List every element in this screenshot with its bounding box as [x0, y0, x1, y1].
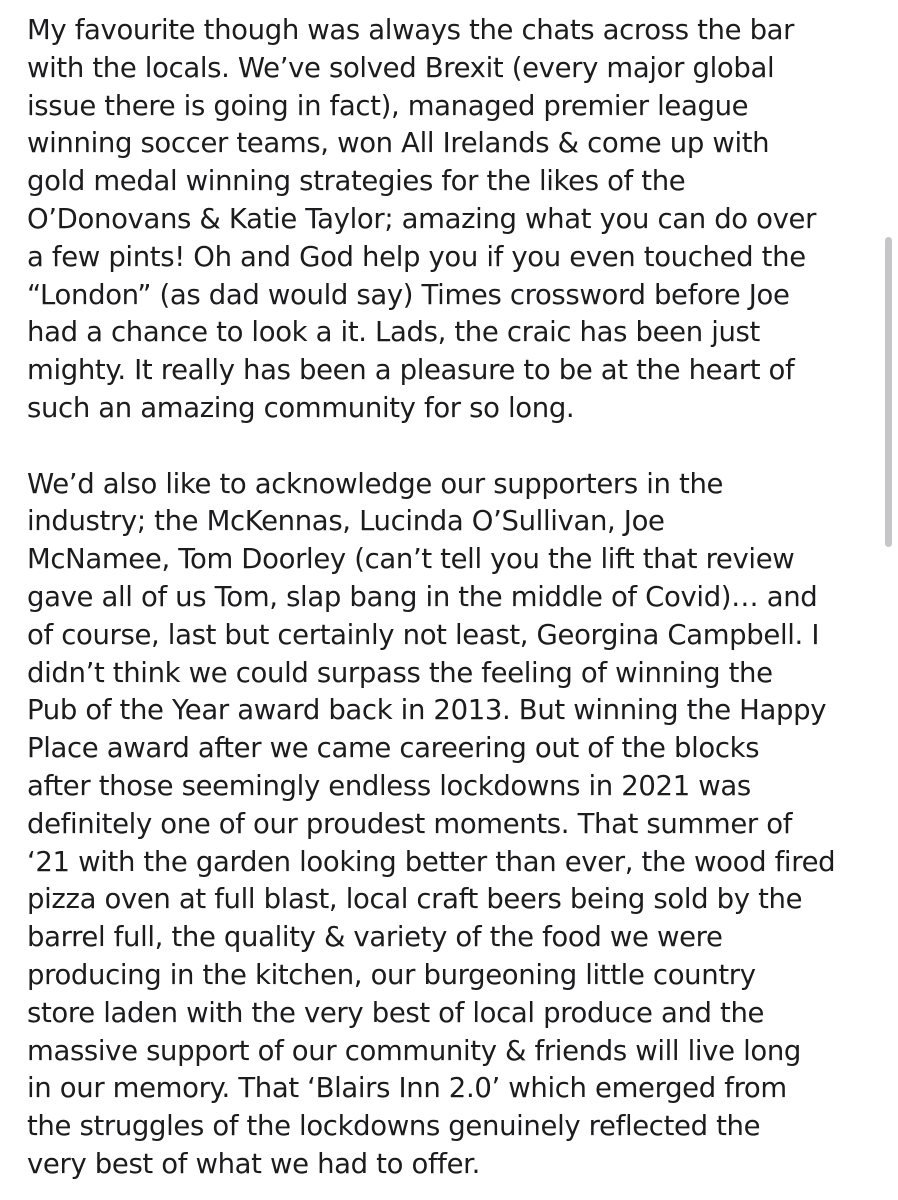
text-line: winning soccer teams, won All Irelands & come up with [27, 127, 770, 160]
text-line: definitely one of our proudest moments. That summer of [27, 807, 793, 840]
text-line: pizza oven at full blast, local craft beers being sold by the [27, 883, 803, 916]
text-line: issue there is going in fact), managed premier league [27, 89, 749, 122]
text-line: in our memory. That ‘Blairs Inn 2.0’ which emerged from [27, 1072, 787, 1105]
text-line: such an amazing community for so long. [27, 391, 575, 424]
text-line: mighty. It really has been a pleasure to be at the heart of [27, 354, 795, 387]
text-line: gave all of us Tom, slap bang in the middle of Covid)… and [27, 580, 818, 613]
text-line: ‘21 with the garden looking better than ever, the wood fired [27, 845, 836, 878]
text-line: of course, last but certainly not least, Georgina Campbell. I [27, 618, 820, 651]
text-line: massive support of our community & friends will live long [27, 1034, 802, 1067]
paragraph-gap [27, 428, 877, 466]
text-line: didn’t think we could surpass the feeling of winning the [27, 656, 773, 689]
text-line: the struggles of the lockdowns genuinely reflected the [27, 1110, 761, 1143]
text-line: O’Donovans & Katie Taylor; amazing what you can do over [27, 202, 817, 235]
text-line: My favourite though was always the chats across the bar [27, 14, 795, 46]
text-line: We’d also like to acknowledge our supporters in the [27, 467, 724, 500]
text-line: a few pints! Oh and God help you if you even touched the [27, 240, 806, 273]
text-line: very best of what we had to offer. [27, 1147, 480, 1180]
text-line: after those seemingly endless lockdowns in 2021 was [27, 769, 751, 802]
text-line: McNamee, Tom Doorley (can’t tell you the lift that review [27, 543, 795, 576]
text-line: with the locals. We’ve solved Brexit (every major global [27, 51, 775, 84]
text-line: store laden with the very best of local produce and the [27, 996, 765, 1029]
paragraph-1 [27, 12, 877, 428]
text-line: Place award after we came careering out of the blocks [27, 732, 760, 765]
text-line: producing in the kitchen, our burgeoning little country [27, 958, 756, 991]
text-line: industry; the McKennas, Lucinda O’Sullivan, Joe [27, 505, 665, 538]
text-line: had a chance to look a it. Lads, the craic has been just [27, 316, 760, 349]
text-line: Pub of the Year award back in 2013. But winning the Happy [27, 694, 827, 727]
text-line: “London” (as dad would say) Times crossword before Joe [27, 278, 790, 311]
text-line: barrel full, the quality & variety of the food we were [27, 921, 723, 954]
note-body[interactable] [27, 12, 877, 1184]
vertical-scrollbar[interactable] [885, 237, 892, 547]
paragraph-2 [27, 466, 877, 1184]
text-line: gold medal winning strategies for the likes of the [27, 165, 686, 198]
